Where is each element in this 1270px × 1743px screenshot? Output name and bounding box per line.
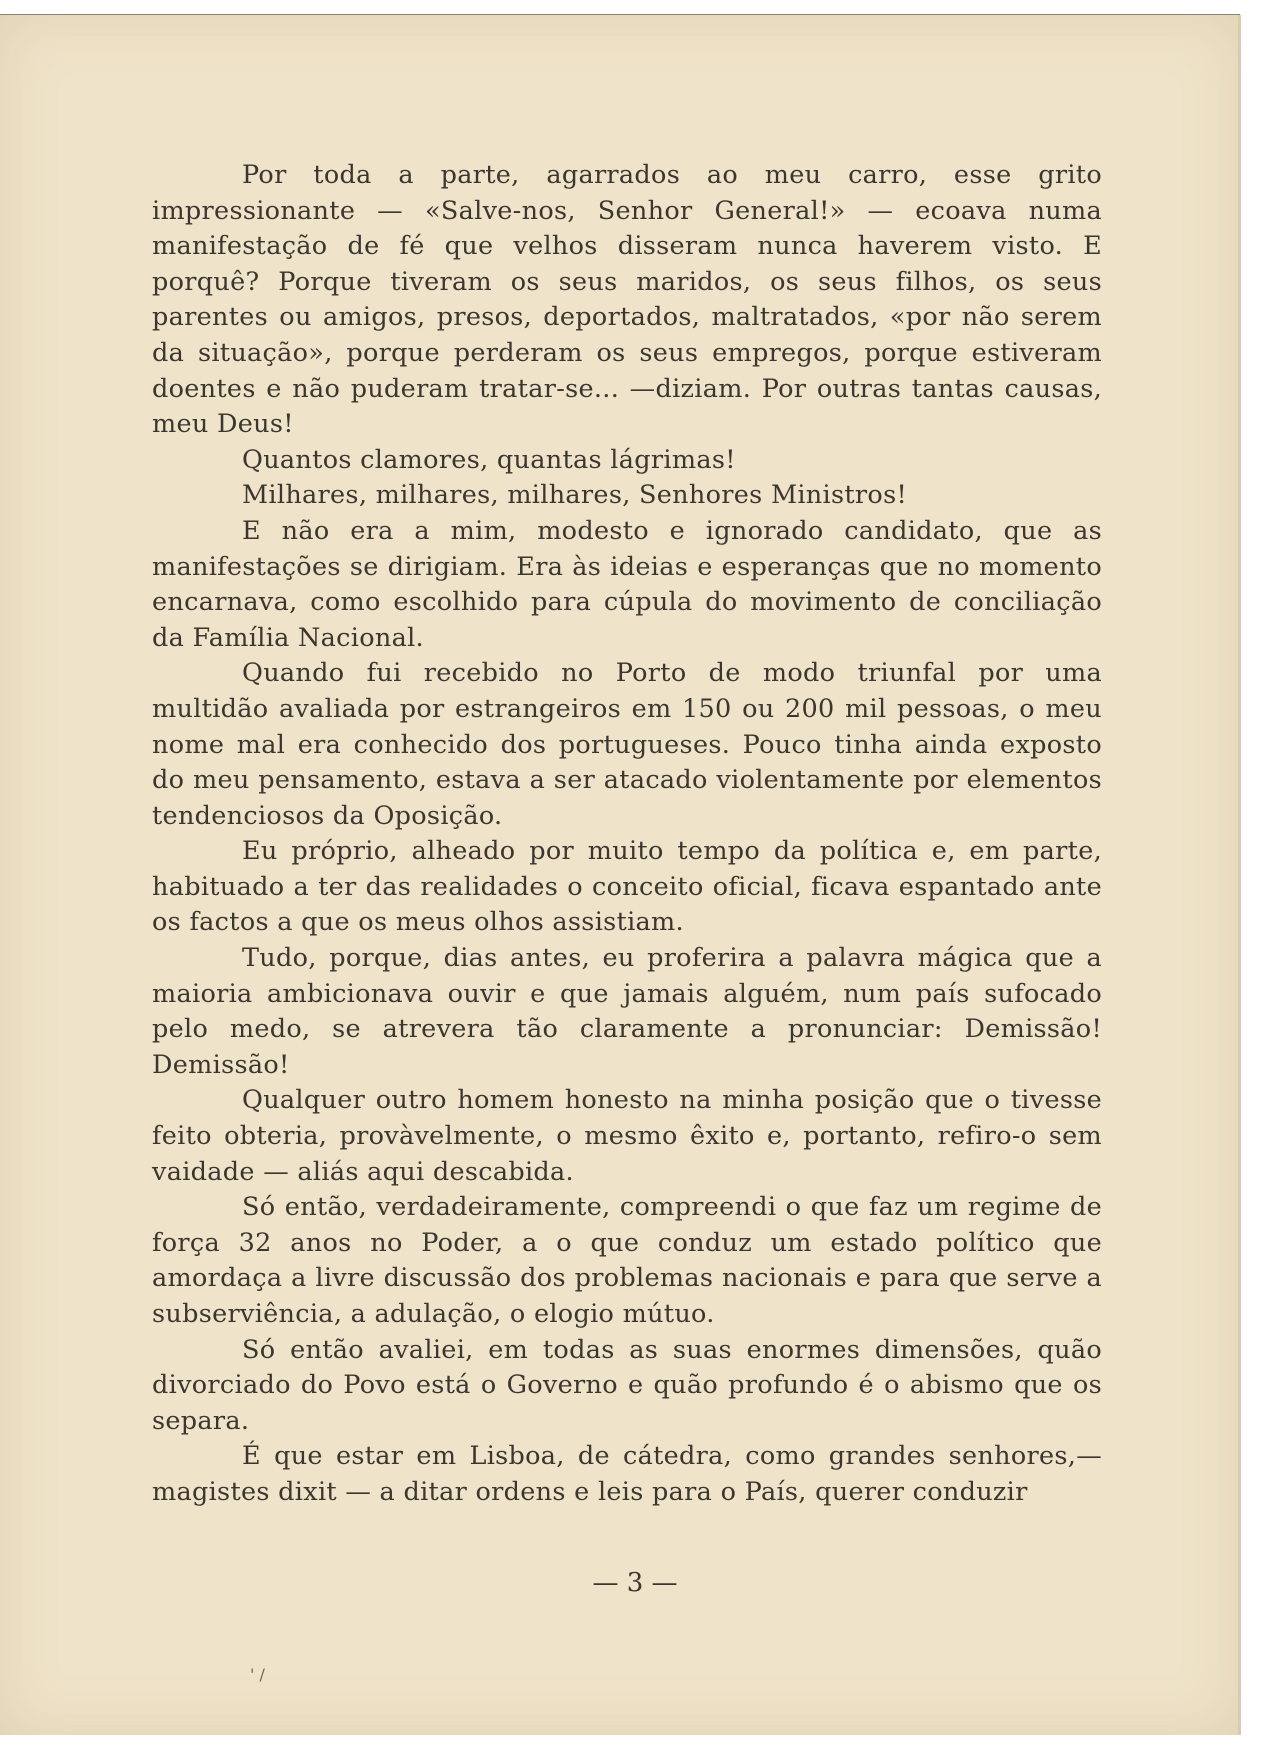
body-text bbox=[152, 158, 1102, 1511]
paragraph-6: Eu próprio, alheado por muito tempo da política e, em parte, habituado a ter das realidades o conceito oficial, ficava espantado ante os factos a que os meus olhos assistiam. bbox=[152, 836, 1102, 938]
page-number: — 3 — bbox=[592, 1568, 678, 1598]
paragraph-4: E não era a mim, modesto e ignorado candidato, que as manifestações se dirigiam. Era às ideias e esperanças que no momento encarnava, como escolhido para cúpula do movimento de conciliação da Família Nacional. bbox=[152, 515, 1102, 653]
paragraph-10: Só então avaliei, em todas as suas enormes dimensões, quão divorciado do Povo está o Governo e quão profundo é o abismo que os separa. bbox=[152, 1334, 1102, 1436]
paragraph-8: Qualquer outro homem honesto na minha posição que o tivesse feito obteria, provàvelmente, o mesmo êxito e, portanto, refiro-o sem vaidade — aliás aqui descabida. bbox=[152, 1085, 1102, 1187]
paper-right-edge bbox=[1238, 15, 1241, 1735]
paragraph-1: Por toda a parte, agarrados ao meu carro, esse grito impressionante — «Salve-nos, Senhor General!» — ecoava numa manifestação de fé que velhos disseram nunca haverem visto. E porquê? Porque tiveram os seus maridos, os seus filhos, os seus parentes ou amigos, presos, deportados, maltratados, «por não serem da situação», porque perderam os seus empregos, porque estiveram doentes e não puderam tratar-se... —diziam. Por outras tantas causas, meu Deus! bbox=[152, 160, 1102, 440]
stray-mark: ' / bbox=[250, 1665, 265, 1684]
paragraph-2: Quantos clamores, quantas lágrimas! bbox=[242, 444, 736, 475]
paragraph-5: Quando fui recebido no Porto de modo triunfal por uma multidão avaliada por estrangeiros em 150 ou 200 mil pessoas, o meu nome mal era conhecido dos portugueses. Pouco tinha ainda exposto do meu pensamento, estava a ser atacado violentamente por elementos tendenciosos da Oposição. bbox=[152, 658, 1102, 831]
paragraph-7: Tudo, porque, dias antes, eu proferira a palavra mágica que a maioria ambicionava ouvir e que jamais alguém, num país sufocado pelo medo, se atrevera tão claramente a pronunciar: Demissão! Demissão! bbox=[152, 943, 1102, 1080]
paragraph-3: Milhares, milhares, milhares, Senhores Ministros! bbox=[242, 480, 907, 511]
paragraph-11: É que estar em Lisboa, de cátedra, como grandes senhores,— magistes dixit — a ditar ordens e leis para o País, querer conduzir bbox=[152, 1441, 1102, 1507]
paragraph-9: Só então, verdadeiramente, compreendi o que faz um regime de força 32 anos no Poder, a o que conduz um estado político que amordaça a livre discussão dos problemas nacionais e para que serve a subserviência, a adulação, o elogio mútuo. bbox=[152, 1192, 1102, 1329]
